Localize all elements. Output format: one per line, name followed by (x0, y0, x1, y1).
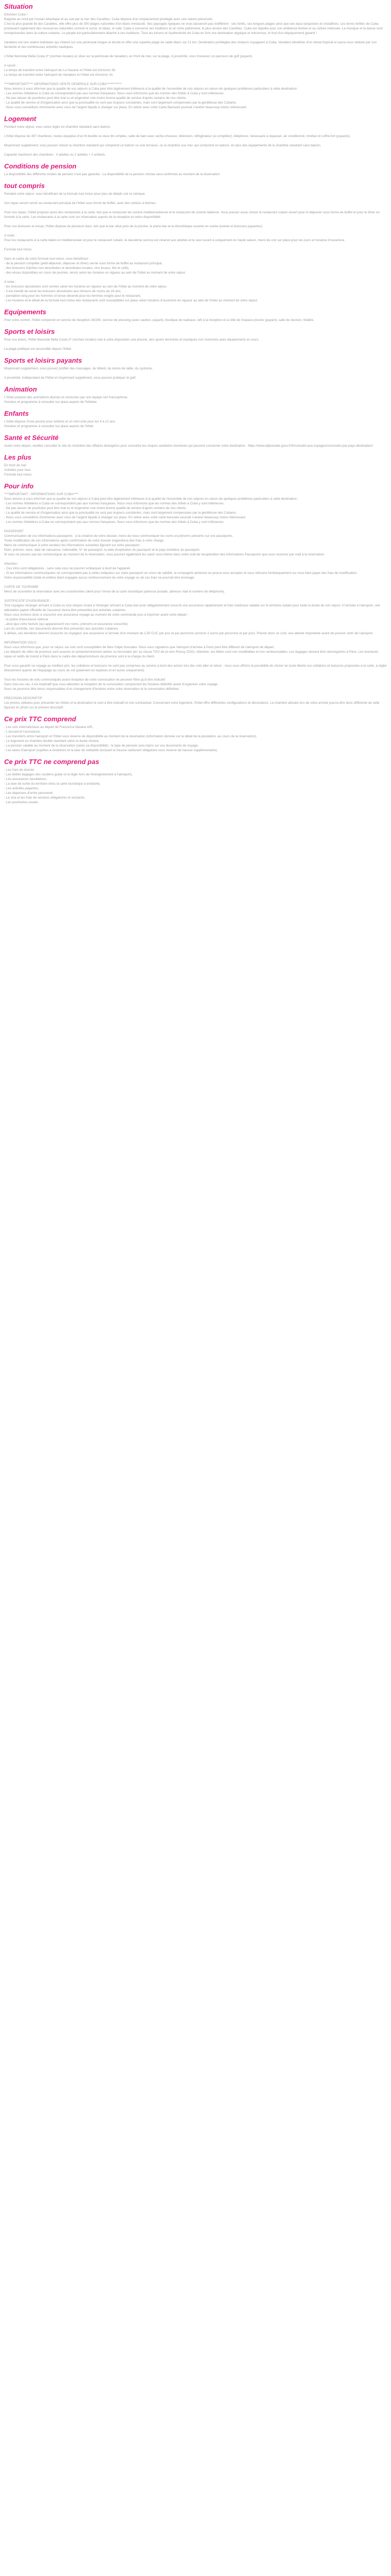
section-heading: Santé et Sécurité (4, 434, 59, 442)
section-heading: Enfants (4, 410, 29, 417)
section-enfants (4, 410, 387, 429)
section-paragraph: La plage publique est accessible depuis l'hôtel. (4, 347, 72, 351)
section-paragraph: Moyennant supplément, vous pouvez choisir la chambre standard qui comprend un balcon ou une terrasse, ou la chambre vue mer, qui comprend un balcon, en plus des équipements de la chambre standard sans balcon. (4, 144, 321, 147)
section-paragraph: Vos repas seront servis au restaurant principal de l'hôtel sous forme de buffet, avec des soirées à thèmes. (4, 201, 157, 205)
section-logement (4, 115, 387, 157)
section-paragraph: La disponibilité des différents modes de pension n'est pas garantie : La disponibilité de la pension choisie sera confirmée au moment de la réservation (4, 173, 220, 176)
section-paragraph: Dans le cadre de votre formule tout inclus, vous bénéficiez : - de la pension complète (petit-déjeuner, déjeuner et dîner) servie sous forme de buffet au restaurant principal, - des boissons fraîches non alcoolisées et alcoolisées locales, vins locaux, thé et café), - des encas disponibles en cours de journée, servis selon les horaires en vigueur au sein de l'hôtel au moment de votre séjour. (4, 257, 186, 275)
section-paragraph: Direction Cuba ! Baignée au nord par l'océan Atlantique et au sud par la mer des Caraïbes, Cuba dispose d'un emplacement privilégié avec une nature préservée. C'est la plus grande île des Caraïbes, elle offre plus de 300 plages naturelles d'un blanc immaculé. Ses paysages typiques ne vous laisseront pas indifférent : ses forêts, ses longues plages ainsi que ses eaux turquoises et cristallines. Les terres fertiles de Cuba produisent également des ressources naturelles comme le sucre, le tabac, le café. Cuba a conservé ses traditions et un riche patrimoine, le plus ancien des Caraïbes. Cuba est réputée pour son ambiance festive et sa culture métissée. La musique et la danse sont omniprésentes dans la culture cubaine. Le peuple est particulièrement attaché à ses traditions. Tous les trésors et l'authenticité de Cuba en font une destination atypique et méconnue, le fruit d'un dépaysement garanti ! (4, 13, 383, 35)
section-heading: Les plus (4, 453, 31, 461)
section-paragraph: Pour vos repas, l'hôtel propose aussi des restaurants à la carte, tels que le restaurant de cuisine méditerranéenne et le restaurant de cuisine italienne. Vous pouvez aussi choisir le restaurant cubain ouvert pour le déjeuner sous forme de buffet et pour le dîner en formule à la carte. Les restaurants à la carte sont sur réservation auprès de la réception et selon disponibilité. (4, 211, 380, 219)
section-heading: Ce prix TTC comprend (4, 715, 76, 723)
section-paragraph: A proximité, indépendant de l'hôtel et moyennant supplément, vous pouvez pratiquer le golf. (4, 376, 137, 380)
section-paragraph: JUSTIFICATIF D'ASSURANCE : Tout voyageur étranger arrivant à Cuba ou tout citoyen vivant à l'étranger arrivant à Cuba doit avoir obligatoirement souscrit une assurance rapatriement et frais médicaux valable sur le territoire cubain pour toute la durée de son séjour. A l'arrivée à l'aéroport, une attestation papier officielle de l'assureur devra être présentée aux autorités cubaines. Nous vous invitons donc à souscrire une assurance voyage au moment de votre commande puis à imprimer avant votre départ : - la police d'assurance retenue - ainsi que votre facture (qui apparaissent vos noms, prénoms et assurance souscrite). Lors du contrôle, ces documents devront être présentés aux autorités cubaines. A défaut, ces dernières devront souscrire un voyageur une assurance à l'arrivée d'un montant de 2,50 CUC par jour et par personne (environ 2 euros par personne et par jour). Prévoir donc ce coût, une attente importante avant de pouvoir sortir de l'aéroport. (4, 599, 380, 635)
section-paragraph: Attention : - Ces infos sont obligatoires , sans cela vous ne pourrez embarquer à bord de l'appareil. - Si les informations communiquées ne correspondent pas à celles indiquées sur votre passeport en cours de validité, la compagnie aérienne ne pourra vous accepter et vous refusera l'embarquement sur vous faire payer des frais de modification. Votre responsabilité totale et entière étant engagée aucun remboursement de votre voyage ou de ces frais ne pourrait être envisagé. (4, 562, 357, 580)
section-paragraph: Tous les horaires de vols communiqués avant réception de votre convocation ne peuvent l'être qu'à titre indicatif. Dans tous les cas, il est impératif que vous attendiez la réception de la convocation comprenant les horaires définitifs avant d'organiser votre voyage. Nous ne pourrons être tenus responsables d'un changement d'horaires entre votre réservation et la convocation définitive. (4, 678, 219, 691)
section-paragraph: L'hôtel dispose d'une piscine pour enfants et un mini-club pour les 4 à 12 ans. Horaires et programme à consulter sur place auprès de l'hôtel. (4, 420, 116, 428)
section-heading: Situation (4, 3, 33, 10)
section-heading: Ce prix TTC ne comprend pas (4, 758, 100, 766)
section-paragraph: ****IMPORTANT**** INFORMATIONS VENTE GENERALE SUR CUBA************ Nous tenons à vous informer que la qualité de vos séjours à Cuba peut être légèrement inférieure à la qualité de l'ensemble de nos séjours en raison de quelques problèmes particuliers à cette destination : - Les normes hôtelières à Cuba ne correspondent pas aux normes françaises. Nous vous informons que les normes des hôtels à Cuba y sont inférieures. - Ne pas laisser de pourboire peut être mal vu et engendrer une moins bonne qualité de service d'après certains de nos clients. - La qualité de service et d'organisation ainsi que la ponctualité ne sont pas toujours constantes, mais sont largement compensées par la gentillesse des Cubains. - Nous vous conseillons d'emmener avec vous de l'argent liquide à changer sur place. En retirer avec votre Carte Bancaire pourrait s'avérer beaucoup moins intéressant. (4, 82, 299, 109)
section-paragraph: Capacité maximum des chambres : 3 adultes ou 2 adultes + 2 enfants. (4, 153, 106, 157)
section-heading: Sports et loisirs payants (4, 357, 82, 364)
section-paragraph: Pour votre confort, l'hôtel comprend un service de réception 24/24h, service de pressing (avec caution, payant), boutique de cadeaux, wifi à la réception et à côté de l'espace piscine (payant), salle de réunion, théâtre. (4, 318, 315, 322)
section-paragraph: A noter : - les boissons alcoolisées sont servies selon les horaires en vigueur au sein de l'hôtel au moment de votre séjour, - il est interdit de servir les boissons alcoolisées aux mineurs de moins de 18 ans, - pendation long pour les hommes et tenue décente pour les femmes exigée pour le restaurant, - Les horaires et le détail de la formule tout inclus des restaurants sont susceptibles sur place selon horaires d'ouverture en vigueur au sein de l'hôtel au moment de votre séjour. (4, 280, 258, 302)
section-paragraph: Varadero est une station balnéaire qui s'étend sur une péninsule longue et étroite et offre une superbe plage de sable blanc sur 21 km. Destination privilégiée des visiteurs voyageant à Cuba, Varadero bénéficie d'un climat tropical et saura vous séduire par son farniente et ses nombreuses activités nautiques. (4, 41, 377, 49)
section-paragraph: Pendant votre séjour, vous bénéficiez de la formule tout inclus pour plus de détails voir la rubrique. (4, 192, 146, 196)
section-paragraph: - Les vols internationaux au départ de France/La Havane A/R, - L'accueil et l'assistance, - Les transferts entre l'aéroport et l'hôtel sous réserve de disponibilité au moment de la réservation (information donnée sur le détail de la prestation, au cours de la réservation), - Le logement en chambre double standard selon la durée choisie, - La pension valable au moment de la réservation (selon sa disponibilité) : le type de pension sera repris sur vos documents de voyage, - Les taxes d'aéroport (sujettes à évolution) et la taxe de solidarité (incluant la hausse carburant obligatoire sous réserve de hausse supplémentaire). (4, 725, 257, 752)
section-heading: Sports et loisirs (4, 328, 55, 335)
section-paragraph: ****IMPORTANT - INFORMATIONS SUR CUBA**** Nous tenons à vous informer que la qualité de vos séjours à Cuba peut être légèrement inférieure à la qualité de l'ensemble de nos séjours en raison de quelques problèmes particuliers à cette destination : - Les normes hôtelières à Cuba ne correspondent pas aux normes françaises. Nous vous informons que les normes des hôtels à Cuba y sont inférieures. - Ne pas laisser de pourboire peut être mal vu et engendrer une moins bonne qualité de service d'après certains de nos clients. - La qualité de service et d'organisation ainsi que la ponctualité ne sont pas toujours constantes, mais sont largement compensées par la gentillesse des Cubains. - Nous vous conseillons d'emmener avec vous de l'argent liquide à changer sur place. En retirer avec votre carte bancaire pourrait s'avérer beaucoup moins intéressant. - Les normes hôtelières à Cuba ne correspondent pas aux normes françaises. Nous vous informons que les normes des hôtels à Cuba y sont inférieures. (4, 493, 299, 524)
section-les-plus (4, 453, 387, 477)
section-paragraph: Avant votre départ, veuillez consulter le site du ministère des Affaires étrangères pour connaître les risques sanitaires éventuels qui peuvent concerner votre destination : https://www.diplomatie.gouv.fr/fr/conseils-aux-voyageurs/conseils-par-pays-destination/ (4, 444, 373, 448)
section-paragraph: - Les frais de dossier - Les bébés bagages des soutiens guitar et la règle hors de l'enregistrement à l'aéroport), - Les assurances facultatives, - La taxe de sortie du territoire et/ou la carte touristique à existante, - Les activités payantes, - Les dépenses d'ordre personnel, - Le visa et les frais de services obligatoires et existants, - Les pourboires usuels. (4, 768, 133, 804)
section-pour-info (4, 482, 387, 710)
section-equipements (4, 308, 387, 323)
section-paragraph: Pour vos loisirs, l'hôtel Iberostar Bella Costa 3* (normes locales) met à votre disposition une piscine, des sports terrestres et nautiques non motorisés avec équipements et cours. (4, 338, 259, 342)
section-paragraph: Pendant votre séjour, vous serez logés en chambre standard sans balcon. (4, 125, 111, 129)
section-animation (4, 385, 387, 404)
section-paragraph: PRECISION DESCRIPTIF Les photos utilisées pour présenter les hôtels et la destination le sont à titre indicatif et non-contractuel. Concernant votre logement, l'hôtel offre différentes configurations et décorations. La chambre allouée lors de votre arrivée pourra être donc différente de celle figurant en photo sur le présent descriptif. (4, 697, 380, 709)
section-ce-prix-ttc-comprend (4, 715, 387, 753)
section-paragraph: CARTE DE TOURISME Merci de soumettre la réservation avec les coordonnées client pour l'envoi de la carte touristique (adresse postale, adresse mail et numéro de téléphone). (4, 585, 225, 594)
section-conditions-de-pension (4, 162, 387, 177)
section-paragraph: Moyennant supplément, vous pouvez profiter des massages, du billard, du tennis de table, du cyclisme. (4, 367, 153, 370)
section-heading: Animation (4, 385, 37, 393)
hotel-description (0, 0, 391, 809)
section-paragraph: A savoir : Le temps de transfert entre l'aéroport de La Havane et l'hôtel est d'environ 3h. Le temps de transfert entre l'aéroport de Varadero et l'hôtel est d'environ 1h. (4, 64, 117, 77)
section-paragraph: Pour vos boissons et encas, l'hôtel dispose de plusieurs bars, tels que le bar situé près de la piscine, le piano-bar et la discothèque ouverte en soirée (entrée et boissons payantes). (4, 225, 263, 228)
section-heading: tout compris (4, 182, 45, 190)
section-ce-prix-ttc-ne-comprend-pas (4, 758, 387, 805)
section-heading: Pour info (4, 482, 34, 490)
section-paragraph: PASSEPORT Communication de vos informations passeports : à la création de votre dossier, merci de nous communiquer les noms et prénoms présents sur vos passeports. Toute modification de ces informations après confirmation de votre dossier engendrera des frais à votre charge. Merci de communiquer à votre vendeur les informations suivantes figurant sur votre passeport : Nom, prénom, sexe, date de naissance, nationalité, N° de passeport, la date d'expiration du passeport et le pays émetteur du passeport. Si vous ne pouvez pas les communiquer au moment de la réservation, vous pourrez également les saisir vous-même dans notre outil de récupération des informations Passeports que vous recevrez par mail à la réservation. (4, 530, 325, 556)
section-paragraph: Pour vous garantir un voyage au meilleur prix, les collations et boissons ne sont pas comprises au service à bord des avions lors des vols aller et retour ; nous vous offrons la possibilité de choisir en toute liberté vos collations et boissons proposées à la carte, à régler directement auprès de l'équipage au cours du vol (paiement en espèces et en euros uniquement). (4, 664, 387, 672)
section-paragraph: L'hôtel Iberostar Bella Costa 3* (normes locales) et situé sur la péninsule de Varadero, en front de mer, sur la plage. A proximité, vous trouverez un parcours de golf (payant). (4, 55, 253, 58)
section-paragraph: A noter : Pour les restaurants à la carte italien et méditerranéen et pour le restaurant cubain, le deuxième service est réservé aux adultes et le seul ouvert à uniquement en haute saison, merci de voir sur place pour les jours et horaires d'ouverture. (4, 234, 345, 242)
section-sports-et-loisirs-payants (4, 357, 387, 380)
section-heading: Conditions de pension (4, 162, 77, 170)
section-tout-compris (4, 182, 387, 303)
section-paragraph: INFORMATION VOLS : Nous vous informons que, pour ce séjour, les vols sont susceptibles de faire l'objet d'escales. Nous vous signalons que l'aéroport d'arrivée à Paris peut être différent de l'aéroport de départ. Les départs de villes de province sont assurés en préacheminement aérien ou ferroviaire (en 1e classe TGV de et vers Roissy CDG). Attention, les billets sont non modifiables et non remboursables. Les bagages doivent être réenregistrés à Paris. Les éventuels repas et redits de transit à Paris dans le cadre des départs/retours de province sont à la charge du client. (4, 641, 379, 658)
section-paragraph: L'hôtel propose des animations diurnes et nocturnes par une équipe non francophone. Horaires et programme à consulter sur place auprès de l'hôtelier. (4, 396, 128, 404)
section-paragraph: Formule tout inclus (4, 248, 32, 251)
section-sports-et-loisirs (4, 328, 387, 351)
section-heading: Equipements (4, 308, 46, 316)
section-heading: Logement (4, 115, 37, 123)
section-paragraph: En front de mer Activités pour tous Formule tout inclus (4, 464, 32, 477)
section-situation (4, 3, 387, 110)
section-sante-et-securite (4, 434, 387, 448)
section-paragraph: L'hôtel dispose de 397 chambres, toutes équipées d'un lit double ou deux lits simples, salle de bain avec sèche-cheveux, télévision, réfrigérateur (à compléter), téléphone, nécessaire à repasser, air conditionné, minibar et coffre-fort (payants). (4, 134, 351, 138)
